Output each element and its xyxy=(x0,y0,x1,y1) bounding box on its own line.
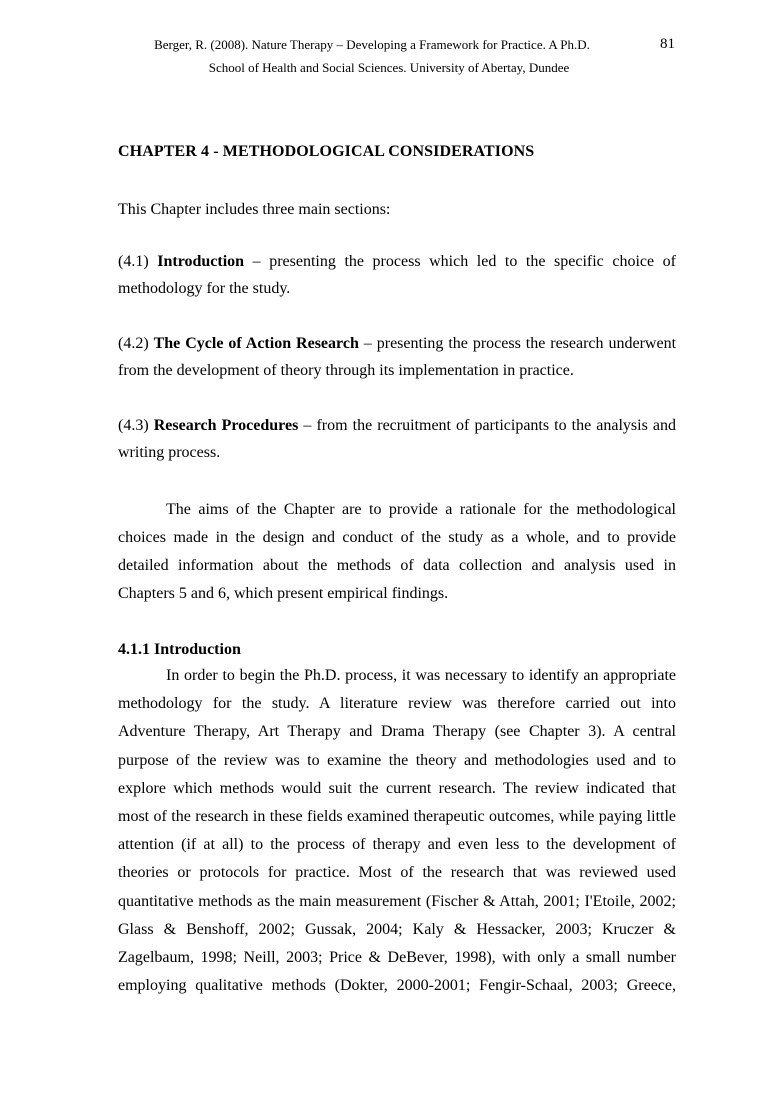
section-summary: – presenting the process which led to the specific choice of xyxy=(244,253,676,270)
body-line: methodology for the study. A literature review was therefore carried out into xyxy=(118,695,676,713)
section-4-3-description xyxy=(118,412,676,466)
body-line: Zagelbaum, 1998; Neill, 2003; Price & DeBever, 1998), with only a small number xyxy=(118,948,676,966)
body-line: attention (if at all) to the process of therapy and even less to the development of xyxy=(118,836,676,854)
section-summary: – from the recruitment of participants to the analysis and xyxy=(298,417,677,434)
section-title: The Cycle of Action Research xyxy=(153,335,359,352)
section-4-2-line-2: from the development of theory through its implementation in practice. xyxy=(118,362,574,379)
section-number: (4.2) xyxy=(118,335,149,352)
section-number: (4.3) xyxy=(118,417,149,434)
section-number: (4.1) xyxy=(118,253,149,270)
body-line: Glass & Benshoff, 2002; Gussak, 2004; Kaly & Hessacker, 2003; Kruczer & xyxy=(118,920,676,938)
body-line: explore which methods would suit the current research. The review indicated that xyxy=(118,779,676,797)
section-summary: – presenting the process the research underwent xyxy=(358,335,677,352)
section-title: Research Procedures xyxy=(153,417,299,434)
chapter-title: CHAPTER 4 - METHODOLOGICAL CONSIDERATIONS xyxy=(118,143,535,160)
section-title: Introduction xyxy=(157,253,245,270)
body-line: purpose of the review was to examine the theory and methodologies used and to xyxy=(118,751,676,769)
intro-sentence: This Chapter includes three main sections: xyxy=(118,201,391,218)
aims-line: The aims of the Chapter are to provide a rationale for the methodological xyxy=(166,501,676,518)
section-4-1-line-2: methodology for the study. xyxy=(118,280,291,297)
running-header-citation: Berger, R. (2008). Nature Therapy – Developing a Framework for Practice. A Ph.D. xyxy=(154,37,590,52)
section-4-1-description xyxy=(118,248,676,302)
section-4-1-line-1 xyxy=(118,248,676,275)
running-header-institution: School of Health and Social Sciences. University of Abertay, Dundee xyxy=(208,60,570,75)
section-4-3-line-1 xyxy=(118,412,676,439)
aims-line: choices made in the design and conduct of the study as a whole, and to provide xyxy=(118,529,676,546)
body-line: In order to begin the Ph.D. process, it was necessary to identify an appropriate xyxy=(166,667,676,684)
page-number: 81 xyxy=(660,36,675,52)
section-4-3-line-2: writing process. xyxy=(118,444,221,461)
section-heading: 4.1.1 Introduction xyxy=(118,641,241,658)
body-line: Adventure Therapy, Art Therapy and Drama Therapy (see Chapter 3). A central xyxy=(118,723,676,741)
body-line: employing qualitative methods (Dokter, 2000-2001; Fengir-Schaal, 2003; Greece, xyxy=(118,977,676,995)
body-line: most of the research in these fields examined therapeutic outcomes, while paying little xyxy=(118,807,676,825)
body-line: theories or protocols for practice. Most of the research that was reviewed used xyxy=(118,864,676,882)
body-line: quantitative methods as the main measurement (Fischer & Attah, 2001; I'Etoile, 2002; xyxy=(118,892,676,910)
section-4-2-line-1 xyxy=(118,330,676,357)
aims-paragraph xyxy=(118,496,676,608)
aims-line: detailed information about the methods of data collection and analysis used in xyxy=(118,557,676,574)
body-paragraph xyxy=(118,662,676,1000)
section-4-2-description xyxy=(118,330,676,384)
aims-line: Chapters 5 and 6, which present empirical findings. xyxy=(118,585,449,602)
